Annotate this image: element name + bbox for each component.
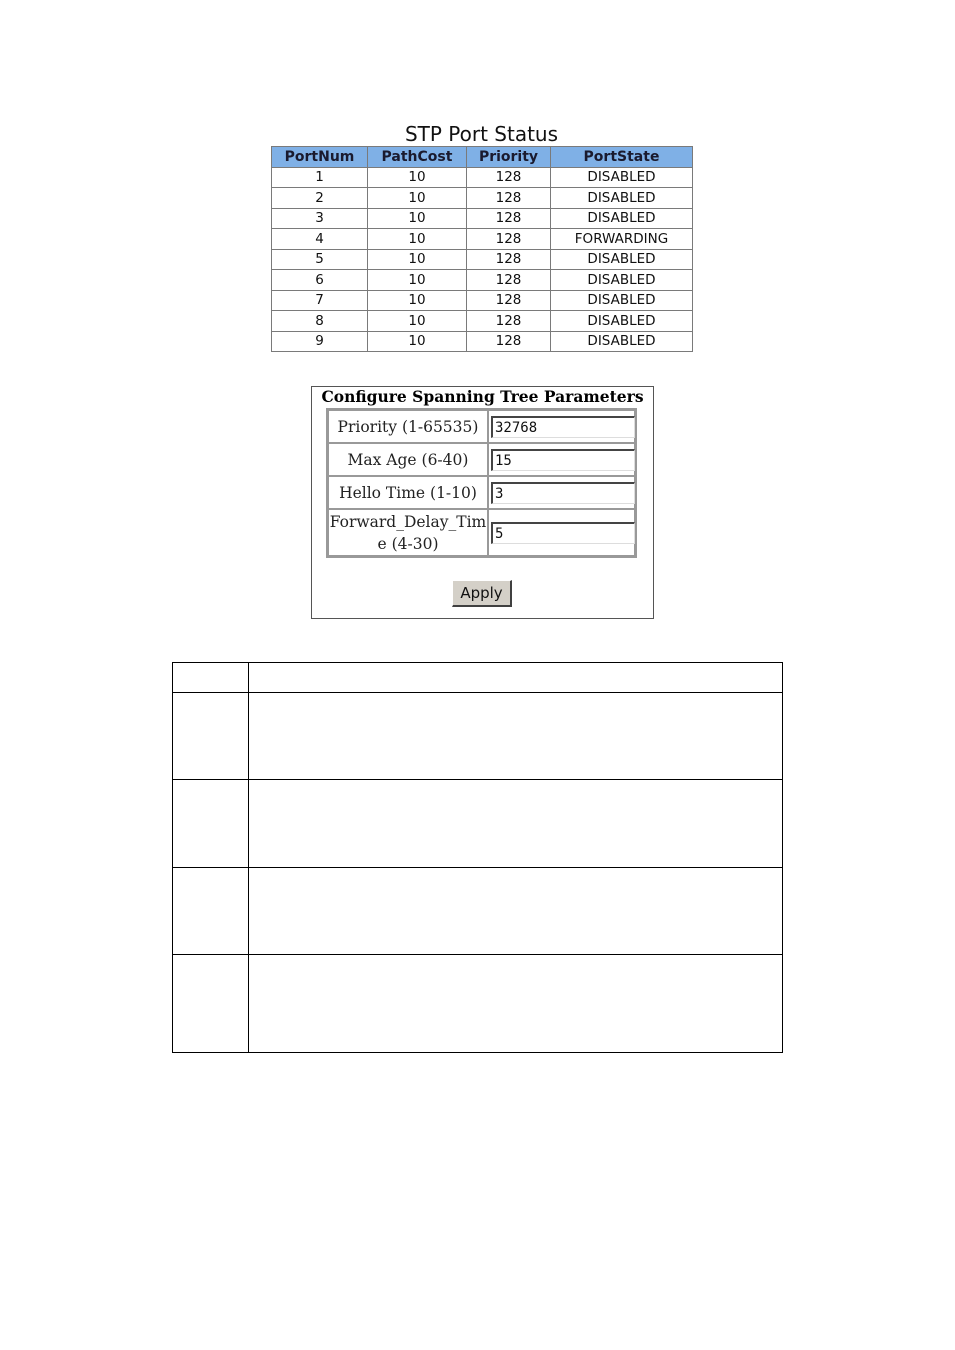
max-age-label: Max Age (6-40) bbox=[328, 443, 488, 476]
cell-priority: 128 bbox=[467, 290, 551, 311]
cell-portnum: 5 bbox=[272, 249, 368, 270]
table-row bbox=[173, 780, 783, 868]
cell-pathcost: 10 bbox=[368, 270, 467, 291]
max-age-cell bbox=[488, 443, 635, 476]
cell-portstate: DISABLED bbox=[551, 208, 693, 229]
table-row bbox=[173, 868, 783, 955]
cell-portstate: DISABLED bbox=[551, 167, 693, 188]
cell-portstate: DISABLED bbox=[551, 311, 693, 332]
cell-priority: 128 bbox=[467, 270, 551, 291]
cell-portnum: 3 bbox=[272, 208, 368, 229]
cell-priority: 128 bbox=[467, 229, 551, 250]
stp-header-row bbox=[272, 147, 693, 168]
table-row bbox=[173, 693, 783, 780]
description-table bbox=[172, 662, 783, 1053]
apply-button[interactable]: Apply bbox=[452, 580, 512, 607]
cell-pathcost: 10 bbox=[368, 331, 467, 352]
cell-portstate: DISABLED bbox=[551, 249, 693, 270]
table-cell bbox=[173, 693, 249, 780]
table-cell bbox=[249, 693, 783, 780]
table-cell bbox=[173, 868, 249, 955]
configure-stp-title: Configure Spanning Tree Parameters bbox=[321, 387, 644, 406]
cell-pathcost: 10 bbox=[368, 249, 467, 270]
hello-time-cell bbox=[488, 476, 635, 509]
table-row bbox=[272, 249, 693, 270]
table-row bbox=[173, 955, 783, 1053]
col-header-pathcost: PathCost bbox=[368, 147, 467, 168]
cell-pathcost: 10 bbox=[368, 167, 467, 188]
cell-pathcost: 10 bbox=[368, 290, 467, 311]
cell-portstate: DISABLED bbox=[551, 188, 693, 209]
field-row-hello-time bbox=[328, 476, 635, 509]
forward-delay-cell bbox=[488, 509, 635, 556]
table-cell bbox=[249, 955, 783, 1053]
table-cell bbox=[249, 663, 783, 693]
table-row bbox=[272, 229, 693, 250]
priority-cell bbox=[488, 410, 635, 443]
table-cell bbox=[173, 955, 249, 1053]
cell-priority: 128 bbox=[467, 311, 551, 332]
table-cell bbox=[173, 780, 249, 868]
cell-pathcost: 10 bbox=[368, 208, 467, 229]
priority-label: Priority (1-65535) bbox=[328, 410, 488, 443]
cell-priority: 128 bbox=[467, 167, 551, 188]
table-row bbox=[272, 311, 693, 332]
forward-delay-input[interactable] bbox=[491, 522, 635, 544]
forward-delay-label: Forward_Delay_Time (4-30) bbox=[328, 509, 488, 556]
hello-time-label: Hello Time (1-10) bbox=[328, 476, 488, 509]
cell-portnum: 1 bbox=[272, 167, 368, 188]
table-row bbox=[173, 663, 783, 693]
cell-portstate: DISABLED bbox=[551, 290, 693, 311]
field-row-max-age bbox=[328, 443, 635, 476]
max-age-input[interactable] bbox=[491, 449, 635, 471]
hello-time-input[interactable] bbox=[491, 482, 635, 504]
table-row bbox=[272, 290, 693, 311]
cell-priority: 128 bbox=[467, 208, 551, 229]
table-row bbox=[272, 331, 693, 352]
cell-portnum: 6 bbox=[272, 270, 368, 291]
cell-portnum: 9 bbox=[272, 331, 368, 352]
col-header-priority: Priority bbox=[467, 147, 551, 168]
table-row bbox=[272, 208, 693, 229]
table-cell bbox=[173, 663, 249, 693]
cell-portnum: 4 bbox=[272, 229, 368, 250]
cell-pathcost: 10 bbox=[368, 311, 467, 332]
cell-portnum: 7 bbox=[272, 290, 368, 311]
table-row bbox=[272, 270, 693, 291]
priority-input[interactable] bbox=[491, 416, 635, 438]
cell-pathcost: 10 bbox=[368, 229, 467, 250]
configure-stp-form bbox=[326, 408, 637, 558]
table-cell bbox=[249, 780, 783, 868]
cell-portnum: 8 bbox=[272, 311, 368, 332]
cell-portstate: FORWARDING bbox=[551, 229, 693, 250]
cell-portnum: 2 bbox=[272, 188, 368, 209]
stp-status-title: STP Port Status bbox=[404, 122, 559, 146]
table-cell bbox=[249, 868, 783, 955]
stp-status-table bbox=[271, 146, 693, 352]
cell-priority: 128 bbox=[467, 331, 551, 352]
field-row-priority bbox=[328, 410, 635, 443]
cell-portstate: DISABLED bbox=[551, 270, 693, 291]
field-row-forward-delay bbox=[328, 509, 635, 556]
table-row bbox=[272, 188, 693, 209]
cell-priority: 128 bbox=[467, 249, 551, 270]
cell-portstate: DISABLED bbox=[551, 331, 693, 352]
table-row bbox=[272, 167, 693, 188]
cell-priority: 128 bbox=[467, 188, 551, 209]
col-header-portstate: PortState bbox=[551, 147, 693, 168]
col-header-portnum: PortNum bbox=[272, 147, 368, 168]
cell-pathcost: 10 bbox=[368, 188, 467, 209]
configure-stp-panel bbox=[311, 386, 654, 619]
